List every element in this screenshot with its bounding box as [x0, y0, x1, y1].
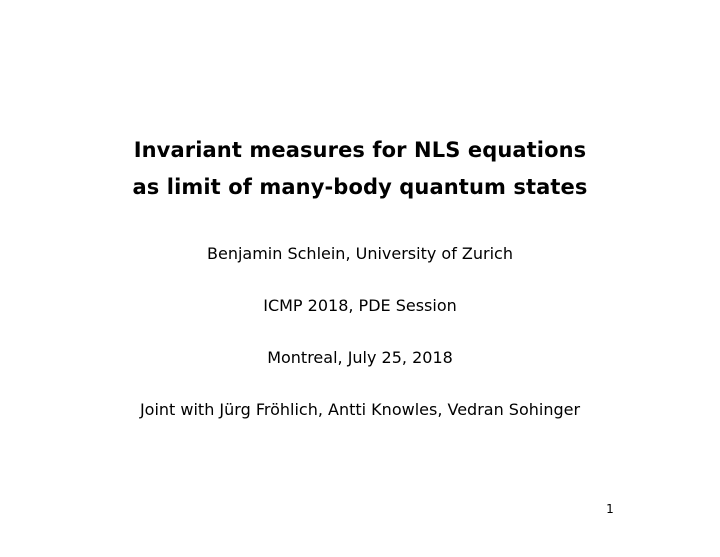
place-date: Montreal, July 25, 2018 — [267, 348, 453, 367]
conference-session: ICMP 2018, PDE Session — [263, 296, 457, 315]
title-line-1: Invariant measures for NLS equations — [133, 138, 587, 162]
page-number: 1 — [606, 502, 614, 516]
title-line-2: as limit of many-body quantum states — [132, 175, 588, 199]
collaborators: Joint with Jürg Fröhlich, Antti Knowles, Vedran Sohinger — [139, 400, 581, 419]
author-affiliation: Benjamin Schlein, University of Zurich — [207, 244, 513, 263]
